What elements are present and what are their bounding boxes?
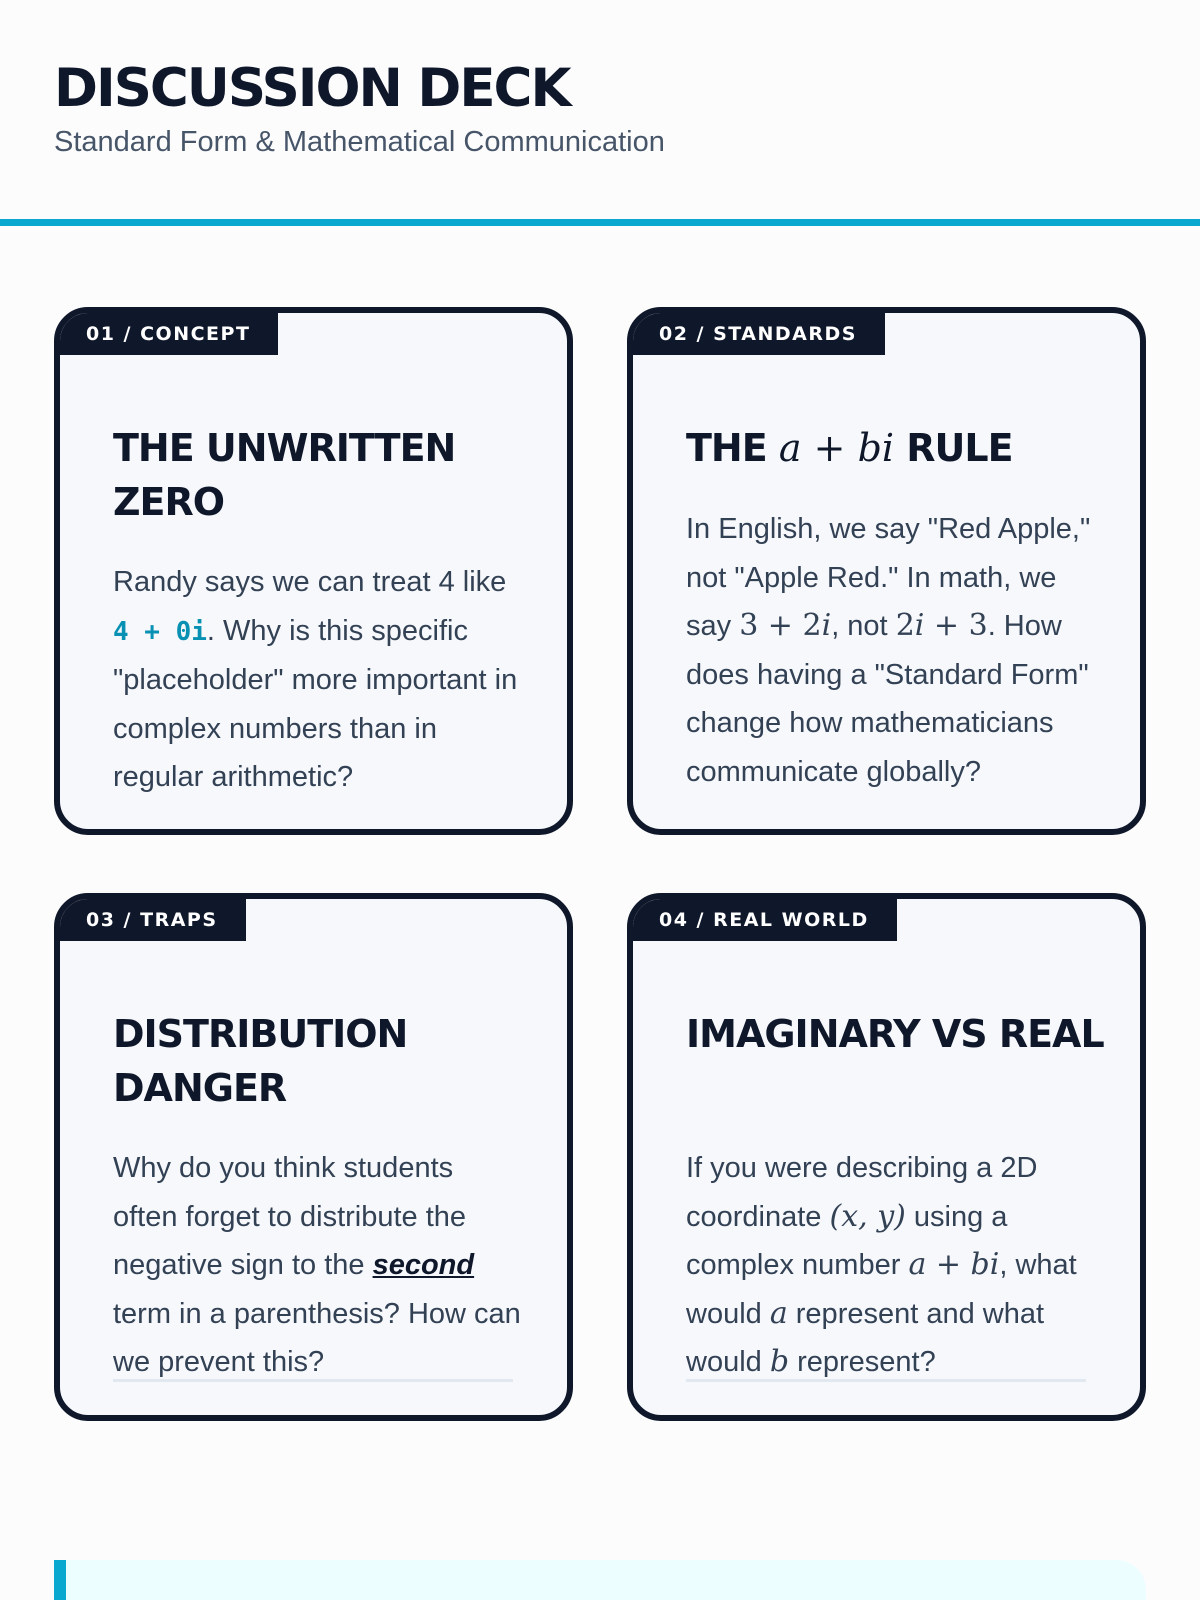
- math-expression: [739, 608, 831, 643]
- math-expression: [896, 608, 988, 643]
- card-body: [686, 1144, 1096, 1387]
- math-var: bi: [857, 426, 895, 470]
- header-divider: [0, 219, 1200, 226]
- card-title: THE UNWRITTEN ZERO: [113, 426, 456, 524]
- card-tag: 03 / TRAPS: [60, 899, 246, 941]
- math-expression: a + bi: [908, 1247, 1000, 1282]
- math-var: i: [821, 608, 832, 643]
- card-title: [686, 421, 1116, 475]
- page-title: DISCUSSION DECK: [54, 58, 570, 119]
- body-text: using a complex number: [686, 1200, 1008, 1281]
- math-number: 2: [895, 608, 915, 643]
- card-body: [686, 505, 1091, 796]
- callout-box: [54, 1560, 1146, 1600]
- page-subtitle: Standard Form & Mathematical Communication: [54, 126, 665, 158]
- math-var: a: [769, 1295, 788, 1331]
- math-number: 3 + 2: [739, 608, 822, 643]
- body-text: If you were describing a 2D coordinate: [686, 1152, 1038, 1233]
- body-text: represent?: [789, 1346, 936, 1378]
- card-body: [113, 1144, 523, 1387]
- header: [54, 58, 1146, 160]
- body-text: . How does having a "Standard Form" change how mathematicians communicate globally?: [686, 610, 1089, 788]
- inline-code: 4 + 0i: [113, 616, 207, 647]
- card-tag: 04 / REAL WORLD: [633, 899, 897, 941]
- divider: [113, 1379, 513, 1382]
- divider: [686, 1379, 1086, 1382]
- body-text: Randy says we can treat 4 like: [113, 566, 507, 598]
- body-text: In English, we say "Red Apple," not "Apple Red." In math, we say: [686, 513, 1091, 642]
- card-title: DISTRIBUTION DANGER: [113, 1012, 408, 1110]
- card-tag: 01 / CONCEPT: [60, 313, 278, 355]
- math-var: b: [769, 1344, 790, 1379]
- title-text: RULE: [894, 426, 1013, 470]
- card-title: IMAGINARY VS REAL: [686, 1012, 1104, 1056]
- math-var: i: [914, 608, 925, 643]
- body-text: Why do you think students often forget to distribute the negative sign to the: [113, 1152, 467, 1281]
- body-text: term in a parenthesis? How can we prevent this?: [113, 1297, 521, 1378]
- card-body: [113, 558, 523, 802]
- body-text: . Why is this specific "placeholder" more important in complex numbers than in regular arithmetic?: [113, 614, 518, 793]
- card-tag: 02 / STANDARDS: [633, 313, 885, 355]
- title-math: [779, 426, 894, 470]
- math-expression: (x, y): [829, 1198, 906, 1234]
- math-operator: +: [801, 426, 858, 470]
- card-concept: [54, 307, 573, 835]
- emphasis-text: second: [372, 1249, 475, 1281]
- math-number: + 3: [924, 608, 988, 643]
- math-var: a: [778, 426, 802, 470]
- body-text: , not: [831, 610, 896, 642]
- card-real-world: [627, 893, 1146, 1421]
- card-standards: [627, 307, 1146, 835]
- body-text: , what would: [686, 1249, 1077, 1330]
- title-text: THE: [686, 426, 779, 470]
- body-text: represent and what would: [686, 1297, 1045, 1378]
- card-traps: [54, 893, 573, 1421]
